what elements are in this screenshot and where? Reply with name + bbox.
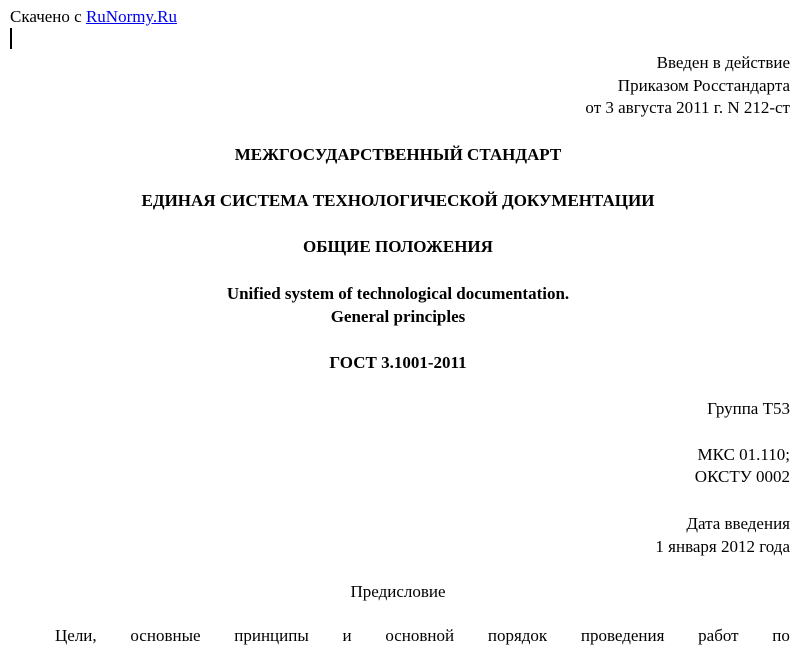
- foreword-word: Цели,: [55, 626, 97, 645]
- foreword-word: и: [342, 626, 352, 645]
- foreword-heading: Предисловие: [350, 582, 446, 601]
- foreword-word: проведения: [580, 626, 665, 645]
- intro-date-value: 1 января 2012 года: [655, 537, 790, 556]
- enacted-line-2: Приказом Росстандарта: [617, 76, 790, 95]
- standard-code: ГОСТ 3.1001-2011: [329, 353, 467, 372]
- foreword-word: по: [772, 626, 790, 645]
- english-title-line-2: General principles: [330, 307, 466, 326]
- intro-date-label: Дата введения: [686, 514, 790, 533]
- text-cursor: [10, 28, 12, 49]
- download-source-line: [10, 5, 177, 28]
- enacted-line-1: Введен в действие: [656, 53, 790, 72]
- classification-group: Группа Т53: [707, 399, 790, 418]
- standard-type-heading: МЕЖГОСУДАРСТВЕННЫЙ СТАНДАРТ: [234, 145, 562, 164]
- foreword-word: основной: [385, 626, 455, 645]
- subject-heading: ОБЩИЕ ПОЛОЖЕНИЯ: [303, 237, 493, 256]
- foreword-word: принципы: [234, 626, 309, 645]
- foreword-first-line: [55, 624, 790, 647]
- source-link[interactable]: RuNormy.Ru: [85, 7, 177, 26]
- foreword-word: основные: [130, 626, 201, 645]
- classification-okstu: ОКСТУ 0002: [694, 467, 790, 486]
- foreword-word: работ: [698, 626, 739, 645]
- english-title-line-1: Unified system of technological documentation.: [226, 284, 570, 303]
- system-name-heading: ЕДИНАЯ СИСТЕМА ТЕХНОЛОГИЧЕСКОЙ ДОКУМЕНТАЦИИ: [141, 191, 655, 210]
- enacted-line-3: от 3 августа 2011 г. N 212-ст: [585, 98, 790, 117]
- classification-mks: МКС 01.110;: [697, 445, 790, 464]
- foreword-word: порядок: [487, 626, 548, 645]
- downloaded-prefix: Скачено с: [10, 7, 82, 26]
